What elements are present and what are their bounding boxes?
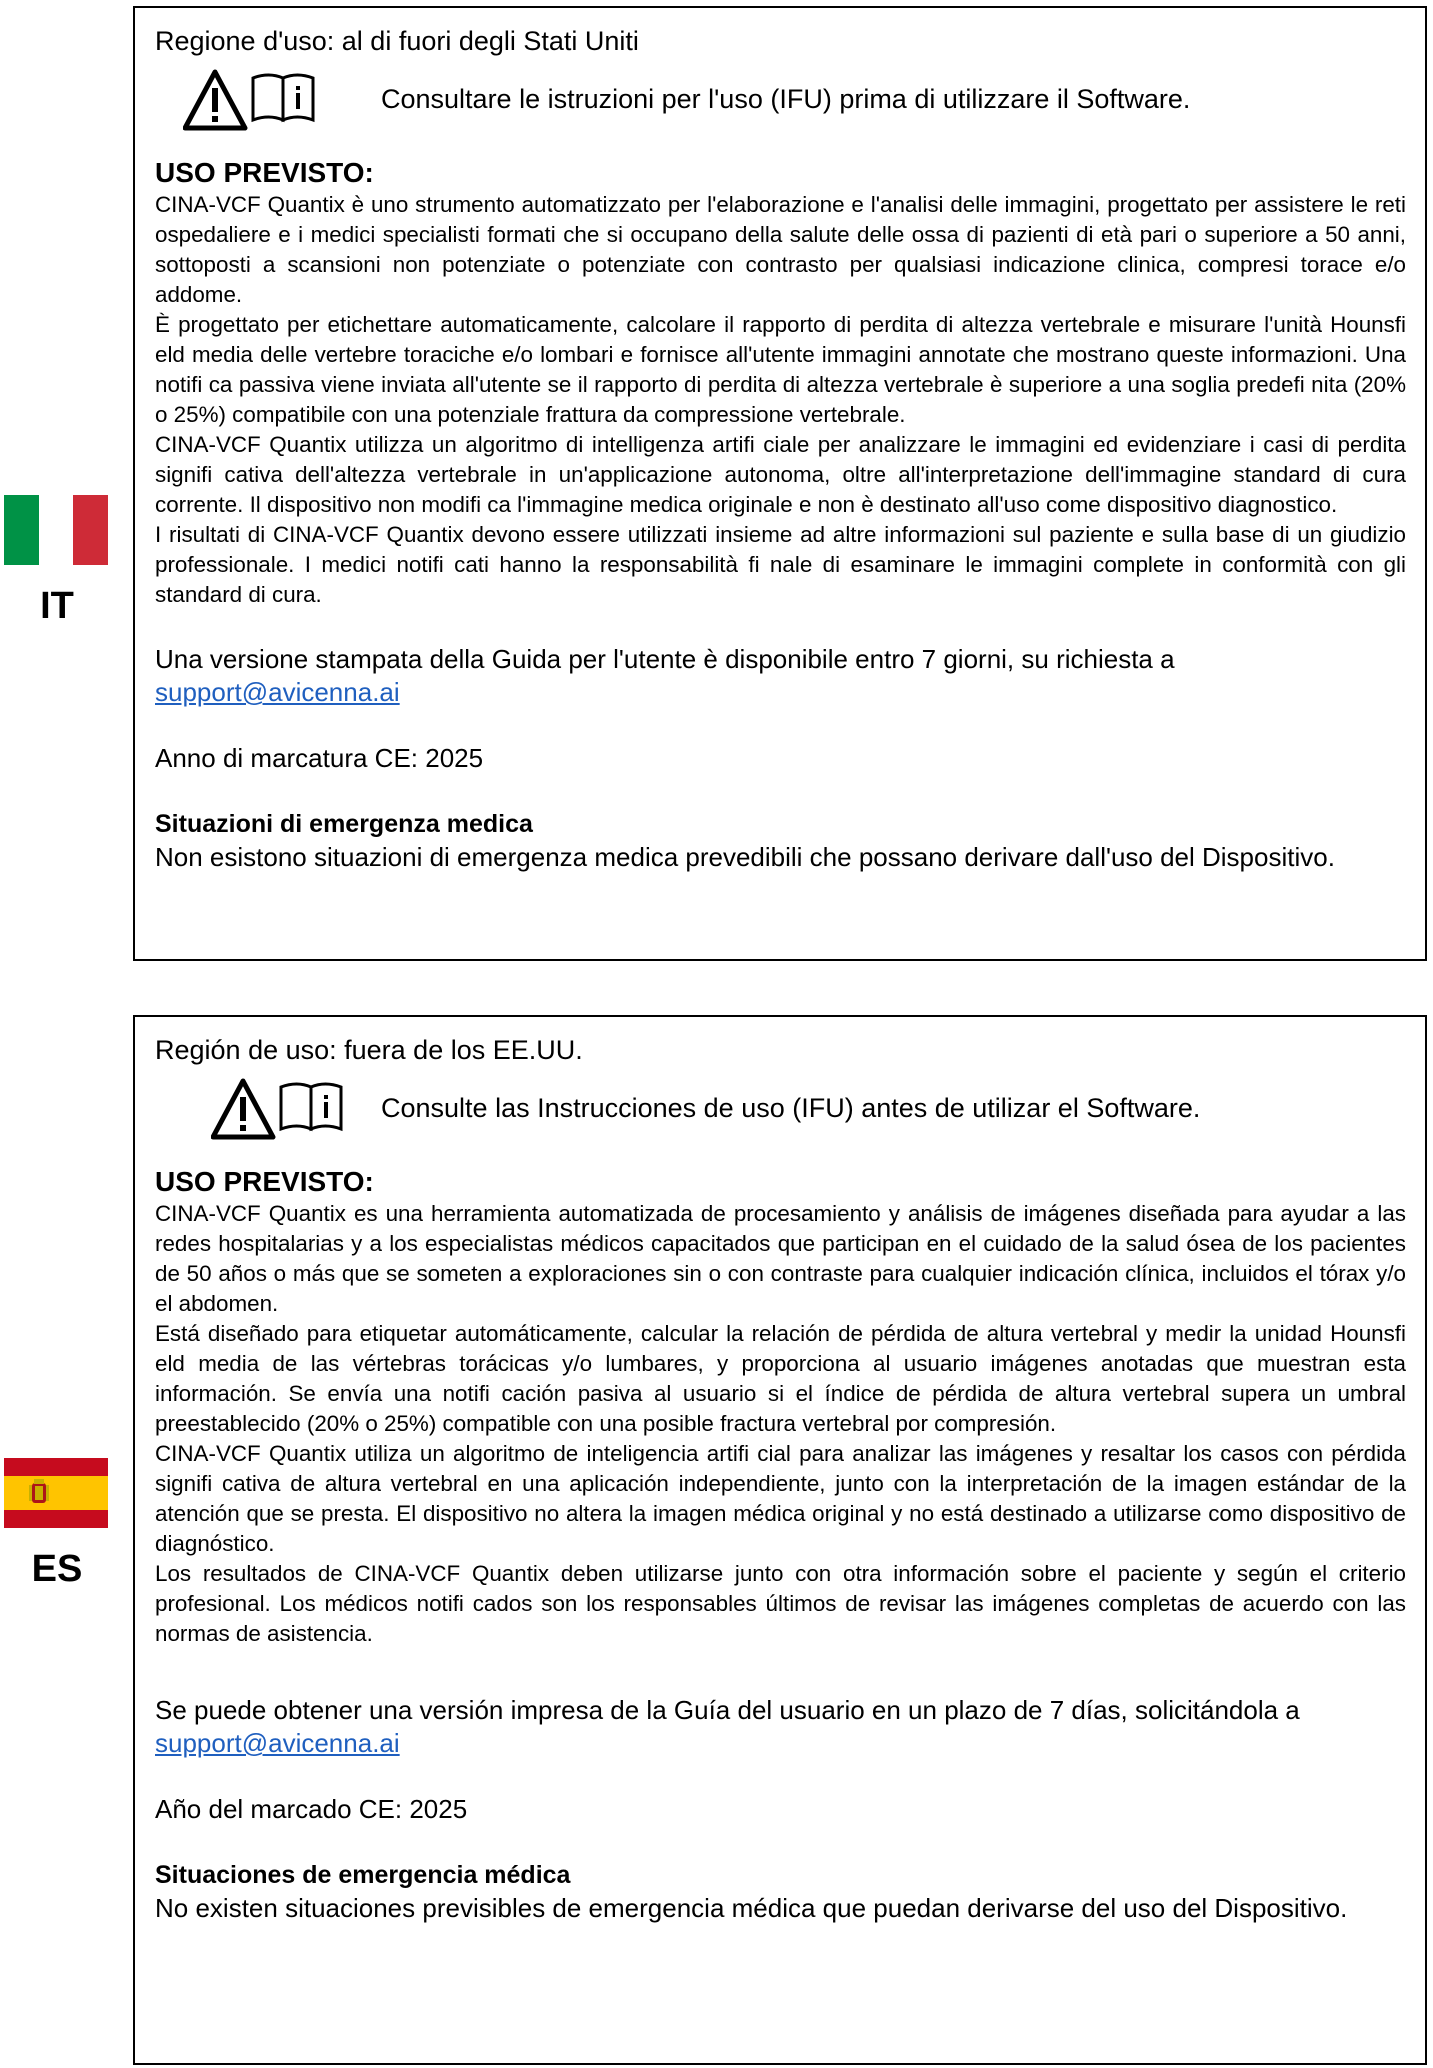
instructions-book-icon	[281, 1084, 341, 1129]
intended-use-paragraph: Los resultados de CINA-VCF Quantix deben utilizarse junto con otra información sobre el paciente y según el criterio profesional. Los médicos notifi cados son los responsables últimos de revisar las imágenes completas de acuerdo con las normas de asistencia.	[155, 1561, 1406, 1646]
intended-use-paragraph: Está diseñado para etiquetar automáticamente, calcular la relación de pérdida de altura vertebral y medir la unidad Hounsfi eld media de las vértebras torácicas y/o lumbares, y proporciona al usuario imágenes anotadas que muestran esta información. Se envía una notifi cación pasiva al usuario si el índice de pérdida de altura vertebral supera un umbral preestablecido (20% o 25%) compatible con una posible fractura vertebral por compresión.	[155, 1321, 1406, 1436]
intended-use-paragraph: CINA-VCF Quantix è uno strumento automatizzato per l'elaborazione e l'analisi delle immagini, progettato per assistere le reti ospedaliere e i medici specialisti formati che si occupano della salute delle ossa di pazienti di età pari o superiore a 50 anni, sottoposti a scansioni non potenziate o potenziate con contrasto per qualsiasi indicazione clinica, compresi torace e/o addome.	[155, 192, 1406, 307]
emergency-text: Non esistono situazioni di emergenza medica prevedibili che possano derivare dall'uso del Dispositivo.	[155, 842, 1335, 872]
language-code: IT	[40, 585, 74, 627]
ifu-text: Consultare le istruzioni per l'uso (IFU) prima di utilizzare il Software.	[381, 84, 1191, 114]
intended-use-paragraph: È progettato per etichettare automaticamente, calcolare il rapporto di perdita di altezza vertebrale e misurare l'unità Hounsfi eld media delle vertebre toraciche e/o lombari e fornisce all'utente immagini annotate che mostrano queste informazioni. Una notifi ca passiva viene inviata all'utente se il rapporto di perdita di altezza vertebrale è superiore a una soglia predefi nita (20% o 25%) compatibile con una potenziale frattura da compressione vertebrale.	[155, 312, 1406, 427]
intended-use-paragraph: CINA-VCF Quantix utiliza un algoritmo de inteligencia artifi cial para analizar las imágenes y resaltar los casos con pérdida signifi cativa de altura vertebral en una aplicación independiente, junto con la interpretación de la imagen estándar de la atención que se presta. El dispositivo no altera la imagen médica original y no está destinado a utilizarse como dispositivo de diagnóstico.	[155, 1441, 1406, 1556]
italy-flag-icon	[4, 495, 108, 565]
intended-use-heading: USO PREVISTO:	[155, 157, 374, 188]
intended-use-paragraph: CINA-VCF Quantix es una herramienta automatizada de procesamiento y análisis de imágenes diseñada para ayudar a las redes hospitalarias y a los especialistas médicos capacitados que participan en el cuidado de la salud ósea de los pacientes de 50 años o más que se someten a exploraciones sin o con contraste para cualquier indicación clínica, incluidos el tórax y/o el abdomen.	[155, 1201, 1406, 1316]
ifu-text: Consulte las Instrucciones de uso (IFU) antes de utilizar el Software.	[381, 1093, 1201, 1123]
printed-guide-notice	[155, 643, 1406, 709]
intended-use-paragraph: I risultati di CINA-VCF Quantix devono essere utilizzati insieme ad altre informazioni sul paziente e sulla base di un giudizio professionale. I medici notifi cati hanno la responsabilità fi nale di esaminare le immagini complete in conformità con gli standard di cura.	[155, 522, 1406, 607]
spain-flag-icon	[4, 1458, 108, 1528]
emergency-text: No existen situaciones previsibles de emergencia médica que puedan derivarse del uso del Dispositivo.	[155, 1893, 1348, 1923]
ce-marking-year: Año del marcado CE: 2025	[155, 1794, 468, 1824]
emergency-heading: Situaciones de emergencia médica	[155, 1861, 571, 1889]
warning-icon	[213, 1081, 273, 1137]
consult-ifu-icon	[183, 68, 319, 132]
support-email-link[interactable]: support@avicenna.ai	[155, 1728, 400, 1758]
flag-it-block	[4, 495, 110, 628]
instructions-book-icon	[253, 75, 313, 120]
intended-use-paragraph: CINA-VCF Quantix utilizza un algoritmo di intelligenza artifi ciale per analizzare le immagini ed evidenziare i casi di perdita signifi cativa dell'altezza vertebrale in un'applicazione autonoma, oltre all'interpretazione dell'immagine standard di cura corrente. Il dispositivo non modifi ca l'immagine medica originale e non è destinato all'uso come dispositivo diagnostico.	[155, 432, 1406, 517]
ce-marking-year: Anno di marcatura CE: 2025	[155, 743, 484, 773]
intended-use-heading: USO PREVISTO:	[155, 1166, 374, 1197]
support-email-link[interactable]: support@avicenna.ai	[155, 677, 400, 707]
printed-guide-text: Una versione stampata della Guida per l'utente è disponibile entro 7 giorni, su richiesta a	[155, 644, 1175, 674]
printed-guide-text: Se puede obtener una versión impresa de la Guía del usuario en un plazo de 7 días, solicitándola a	[155, 1695, 1300, 1725]
region-of-use: Región de uso: fuera de los EE.UU.	[155, 1035, 583, 1065]
info-box-it	[133, 6, 1427, 961]
consult-ifu-icon	[211, 1077, 347, 1141]
language-code: ES	[31, 1548, 83, 1590]
info-box-es	[133, 1015, 1427, 2065]
ifu-notice	[155, 1069, 1406, 1149]
emergency-heading: Situazioni di emergenza medica	[155, 810, 533, 838]
ifu-notice	[155, 60, 1406, 140]
flag-es-block	[4, 1458, 110, 1591]
region-of-use: Regione d'uso: al di fuori degli Stati Uniti	[155, 26, 639, 56]
warning-icon	[185, 72, 245, 128]
printed-guide-notice	[155, 1694, 1406, 1760]
